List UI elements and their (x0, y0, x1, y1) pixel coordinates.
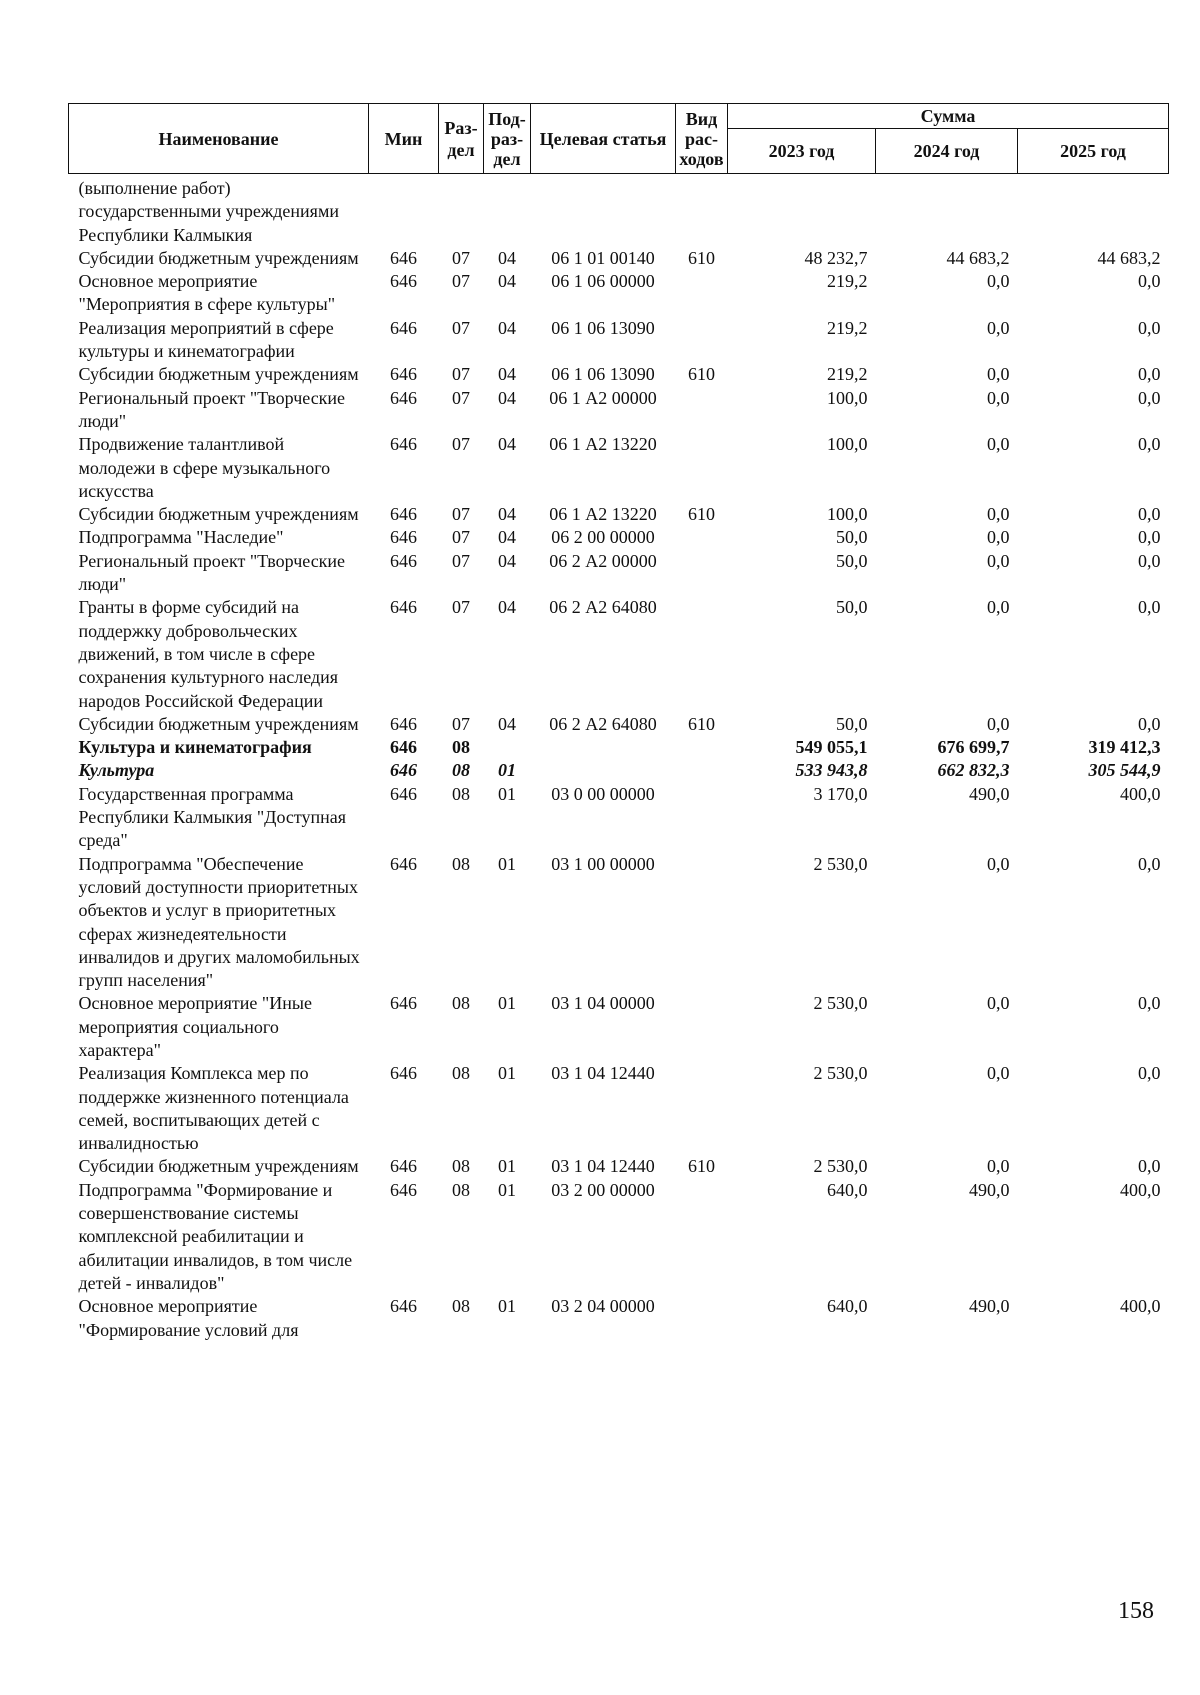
cell-expense-type (676, 992, 728, 1062)
cell-name: Субсидии бюджетным учреждениям (78, 247, 359, 268)
cell-name: Субсидии бюджетным учреждениям (78, 364, 359, 385)
cell-expense-type: 610 (688, 504, 715, 525)
cell-sum-2025: 0,0 (1138, 271, 1161, 292)
cell-sum-2023 (728, 174, 876, 247)
table-row (69, 550, 1169, 597)
cell-sum-2024: 0,0 (987, 550, 1010, 571)
cell-min: 646 (390, 993, 417, 1014)
cell-min: 646 (390, 760, 417, 781)
cell-sum-2024: 0,0 (987, 597, 1010, 618)
cell-sum-2025: 0,0 (1138, 1156, 1161, 1177)
table-row (69, 992, 1169, 1062)
cell-sum-2023: 3 170,0 (813, 783, 868, 804)
page-number: 158 (1118, 1598, 1154, 1624)
cell-sum-2024: 490,0 (969, 783, 1010, 804)
cell-name: Субсидии бюджетным учреждениям (78, 504, 359, 525)
cell-sum-2025: 0,0 (1138, 317, 1161, 338)
table-row (69, 247, 1169, 270)
table-row (69, 270, 1169, 317)
cell-target-article (531, 736, 676, 759)
cell-razdel: 07 (452, 527, 470, 548)
cell-expense-type (676, 1295, 728, 1342)
cell-podrazdel: 04 (498, 504, 516, 525)
cell-sum-2024: 44 683,2 (946, 247, 1010, 268)
cell-expense-type (676, 783, 728, 853)
cell-podrazdel: 01 (498, 760, 516, 781)
table-row (69, 759, 1169, 782)
cell-min: 646 (390, 504, 417, 525)
cell-podrazdel: 01 (498, 853, 516, 874)
cell-min: 646 (390, 1156, 417, 1177)
cell-expense-type: 610 (688, 247, 715, 268)
table-row (69, 1155, 1169, 1178)
cell-target-article: 06 1 А2 00000 (549, 387, 657, 408)
cell-podrazdel: 01 (498, 1156, 516, 1177)
cell-sum-2023: 50,0 (836, 527, 868, 548)
cell-razdel: 07 (452, 387, 470, 408)
cell-name: (выполнение работ) государственными учреждениями Республики Калмыкия (78, 178, 339, 245)
cell-sum-2025: 44 683,2 (1097, 247, 1161, 268)
cell-expense-type (676, 1062, 728, 1155)
cell-min: 646 (390, 317, 417, 338)
cell-sum-2024: 0,0 (987, 387, 1010, 408)
cell-sum-2025: 400,0 (1120, 1179, 1161, 1200)
table-row (69, 1179, 1169, 1295)
cell-name: Продвижение талантливой молодежи в сфере музыкального искусства (78, 434, 331, 501)
table-row (69, 783, 1169, 853)
cell-expense-type (676, 270, 728, 317)
cell-podrazdel (484, 174, 531, 247)
cell-expense-type (676, 759, 728, 782)
cell-sum-2023: 100,0 (827, 387, 868, 408)
cell-podrazdel: 04 (498, 364, 516, 385)
cell-sum-2024: 0,0 (987, 993, 1010, 1014)
cell-target-article: 06 2 А2 00000 (549, 550, 657, 571)
table-row (69, 433, 1169, 503)
cell-sum-2025: 305 544,9 (1088, 760, 1161, 781)
cell-sum-2025: 0,0 (1138, 504, 1161, 525)
cell-name: Государственная программа Республики Калмыкия "Доступная среда" (78, 783, 347, 851)
cell-sum-2024: 676 699,7 (937, 737, 1010, 758)
cell-razdel: 07 (452, 317, 470, 338)
cell-sum-2024: 490,0 (969, 1296, 1010, 1317)
cell-sum-2024: 0,0 (987, 364, 1010, 385)
cell-razdel: 07 (452, 597, 470, 618)
cell-sum-2025: 0,0 (1138, 993, 1161, 1014)
table-row (69, 317, 1169, 364)
table-row (69, 363, 1169, 386)
cell-expense-type (676, 387, 728, 434)
cell-sum-2025: 0,0 (1138, 364, 1161, 385)
cell-min: 646 (390, 1063, 417, 1084)
table-row (69, 503, 1169, 526)
cell-min: 646 (390, 527, 417, 548)
cell-podrazdel: 04 (498, 387, 516, 408)
cell-name: Подпрограмма "Формирование и совершенствование системы комплексной реабилитации и абилитации инвалидов, в том числе детей - инвалидов" (78, 1179, 353, 1293)
cell-expense-type (676, 1179, 728, 1295)
cell-name: Региональный проект "Творческие люди" (78, 550, 346, 595)
table-body (69, 174, 1169, 1342)
cell-podrazdel: 04 (498, 597, 516, 618)
cell-razdel: 08 (452, 993, 470, 1014)
cell-name: Региональный проект "Творческие люди" (78, 387, 346, 431)
cell-razdel (439, 174, 484, 247)
cell-razdel: 08 (452, 853, 470, 874)
cell-sum-2023: 50,0 (836, 597, 868, 618)
cell-podrazdel: 04 (498, 317, 516, 338)
cell-target-article: 06 2 00 00000 (551, 527, 655, 548)
cell-sum-2023: 100,0 (827, 504, 868, 525)
budget-table (68, 103, 1169, 1342)
header-razdel: Раз-дел (439, 104, 484, 174)
cell-sum-2023: 640,0 (827, 1179, 868, 1200)
cell-min: 646 (390, 597, 417, 618)
cell-name: Субсидии бюджетным учреждениям (78, 1156, 359, 1177)
cell-sum-2023: 50,0 (836, 550, 868, 571)
cell-min: 646 (390, 1179, 417, 1200)
cell-expense-type (676, 174, 728, 247)
cell-target-article: 06 1 01 00140 (551, 247, 655, 268)
cell-min: 646 (390, 713, 417, 734)
cell-target-article: 03 2 00 00000 (551, 1179, 655, 1200)
cell-razdel: 07 (452, 434, 470, 455)
cell-expense-type: 610 (688, 713, 715, 734)
table-row (69, 736, 1169, 759)
header-article: Целевая статья (531, 104, 676, 174)
cell-name: Реализация Комплекса мер по поддержке жизненного потенциала семей, воспитывающих детей с инвалидностью (78, 1063, 349, 1154)
header-name: Наименование (69, 104, 369, 174)
cell-min: 646 (390, 737, 417, 758)
cell-target-article: 03 1 04 12440 (551, 1156, 655, 1177)
cell-sum-2025: 319 412,3 (1088, 737, 1161, 758)
cell-sum-2025: 0,0 (1138, 527, 1161, 548)
table-row (69, 853, 1169, 993)
cell-target-article (531, 759, 676, 782)
table-row (69, 1062, 1169, 1155)
cell-sum-2025: 0,0 (1138, 713, 1161, 734)
cell-razdel: 08 (452, 1296, 470, 1317)
cell-podrazdel: 01 (498, 1296, 516, 1317)
cell-sum-2024: 0,0 (987, 271, 1010, 292)
cell-sum-2023: 2 530,0 (813, 1063, 868, 1084)
cell-expense-type (676, 433, 728, 503)
header-min: Мин (369, 104, 439, 174)
cell-target-article: 03 0 00 00000 (551, 783, 655, 804)
cell-name: Гранты в форме субсидий на поддержку добровольческих движений, в том числе в сфере сохранения культурного наследия народов Российской Федерации (78, 597, 339, 711)
cell-razdel: 07 (452, 550, 470, 571)
table-row (69, 526, 1169, 549)
cell-target-article: 06 1 06 00000 (551, 271, 655, 292)
cell-name: Основное мероприятие "Формирование условий для (78, 1296, 299, 1340)
cell-podrazdel: 01 (498, 1179, 516, 1200)
cell-sum-2025: 0,0 (1138, 597, 1161, 618)
cell-expense-type (676, 736, 728, 759)
cell-podrazdel: 04 (498, 550, 516, 571)
cell-sum-2024: 0,0 (987, 434, 1010, 455)
cell-sum-2024: 0,0 (987, 317, 1010, 338)
cell-sum-2024: 0,0 (987, 1063, 1010, 1084)
cell-target-article: 06 2 А2 64080 (549, 713, 657, 734)
cell-podrazdel: 04 (498, 713, 516, 734)
header-year-2024: 2024 год (876, 129, 1018, 174)
cell-name: Культура (78, 760, 155, 781)
cell-min: 646 (390, 853, 417, 874)
cell-target-article: 03 1 04 12440 (551, 1063, 655, 1084)
cell-sum-2023: 219,2 (827, 317, 868, 338)
table-header (69, 104, 1169, 174)
cell-name: Основное мероприятие "Иные мероприятия социального характера" (78, 993, 312, 1060)
cell-target-article: 06 1 А2 13220 (549, 504, 657, 525)
header-sum: Сумма (728, 104, 1169, 129)
cell-podrazdel: 01 (498, 783, 516, 804)
cell-sum-2024: 0,0 (987, 853, 1010, 874)
cell-min: 646 (390, 387, 417, 408)
cell-sum-2024: 0,0 (987, 527, 1010, 548)
cell-name: Культура и кинематография (78, 737, 312, 758)
cell-name: Реализация мероприятий в сфере культуры и кинематографии (78, 317, 334, 362)
cell-sum-2023: 50,0 (836, 713, 868, 734)
cell-podrazdel: 04 (498, 434, 516, 455)
cell-target-article: 03 2 04 00000 (551, 1296, 655, 1317)
cell-podrazdel: 01 (498, 1063, 516, 1084)
cell-min: 646 (390, 783, 417, 804)
cell-expense-type (676, 853, 728, 993)
cell-sum-2023: 533 943,8 (795, 760, 868, 781)
cell-sum-2025: 0,0 (1138, 1063, 1161, 1084)
cell-target-article: 06 1 06 13090 (551, 317, 655, 338)
cell-sum-2023: 100,0 (827, 434, 868, 455)
cell-min: 646 (390, 247, 417, 268)
cell-target-article: 03 1 00 00000 (551, 853, 655, 874)
cell-sum-2025: 0,0 (1138, 853, 1161, 874)
cell-podrazdel: 04 (498, 271, 516, 292)
cell-min: 646 (390, 364, 417, 385)
cell-podrazdel: 04 (498, 247, 516, 268)
cell-sum-2024: 0,0 (987, 1156, 1010, 1177)
cell-razdel: 08 (452, 1179, 470, 1200)
cell-sum-2023: 640,0 (827, 1296, 868, 1317)
cell-sum-2023: 2 530,0 (813, 993, 868, 1014)
cell-sum-2023: 549 055,1 (795, 737, 868, 758)
cell-expense-type: 610 (688, 1156, 715, 1177)
cell-sum-2025: 400,0 (1120, 1296, 1161, 1317)
cell-target-article: 06 2 А2 64080 (549, 597, 657, 618)
cell-razdel: 08 (452, 1063, 470, 1084)
cell-expense-type: 610 (688, 364, 715, 385)
cell-expense-type (676, 596, 728, 712)
cell-expense-type (676, 526, 728, 549)
cell-target-article: 06 1 А2 13220 (549, 434, 657, 455)
cell-expense-type (676, 550, 728, 597)
cell-sum-2025: 0,0 (1138, 387, 1161, 408)
cell-sum-2024: 0,0 (987, 713, 1010, 734)
cell-razdel: 08 (452, 760, 470, 781)
cell-podrazdel: 01 (498, 993, 516, 1014)
cell-sum-2024: 0,0 (987, 504, 1010, 525)
cell-min: 646 (390, 434, 417, 455)
cell-sum-2024: 662 832,3 (937, 760, 1010, 781)
cell-sum-2023: 48 232,7 (804, 247, 868, 268)
cell-sum-2025: 0,0 (1138, 550, 1161, 571)
cell-sum-2025: 400,0 (1120, 783, 1161, 804)
cell-name: Основное мероприятие "Мероприятия в сфере культуры" (78, 271, 336, 315)
cell-name: Субсидии бюджетным учреждениям (78, 713, 359, 734)
cell-razdel: 07 (452, 247, 470, 268)
cell-name: Подпрограмма "Наследие" (78, 527, 284, 548)
table-row (69, 174, 1169, 247)
cell-razdel: 07 (452, 364, 470, 385)
cell-min: 646 (390, 550, 417, 571)
table-row (69, 713, 1169, 736)
cell-min (369, 174, 439, 247)
table-row (69, 1295, 1169, 1342)
cell-min: 646 (390, 1296, 417, 1317)
table-row (69, 596, 1169, 712)
header-podrazdel: Под-раз-дел (484, 104, 531, 174)
cell-target-article: 03 1 04 00000 (551, 993, 655, 1014)
cell-podrazdel (484, 736, 531, 759)
cell-sum-2024: 490,0 (969, 1179, 1010, 1200)
cell-razdel: 08 (452, 783, 470, 804)
cell-sum-2023: 2 530,0 (813, 853, 868, 874)
header-year-2025: 2025 год (1018, 129, 1169, 174)
cell-min: 646 (390, 271, 417, 292)
cell-razdel: 08 (452, 1156, 470, 1177)
cell-razdel: 07 (452, 504, 470, 525)
cell-name: Подпрограмма "Обеспечение условий доступности приоритетных объектов и услуг в приоритетных сферах жизнедеятельности инвалидов и других маломобильных групп населения" (78, 853, 360, 991)
cell-razdel: 07 (452, 713, 470, 734)
cell-razdel: 08 (452, 737, 470, 758)
cell-podrazdel: 04 (498, 527, 516, 548)
cell-expense-type (676, 317, 728, 364)
cell-sum-2023: 2 530,0 (813, 1156, 868, 1177)
header-vid: Вид рас-ходов (676, 104, 728, 174)
cell-target-article: 06 1 06 13090 (551, 364, 655, 385)
cell-sum-2024 (876, 174, 1018, 247)
cell-sum-2025 (1018, 174, 1169, 247)
cell-target-article (531, 174, 676, 247)
header-year-2023: 2023 год (728, 129, 876, 174)
cell-razdel: 07 (452, 271, 470, 292)
cell-sum-2023: 219,2 (827, 364, 868, 385)
cell-sum-2025: 0,0 (1138, 434, 1161, 455)
table-row (69, 387, 1169, 434)
cell-sum-2023: 219,2 (827, 271, 868, 292)
